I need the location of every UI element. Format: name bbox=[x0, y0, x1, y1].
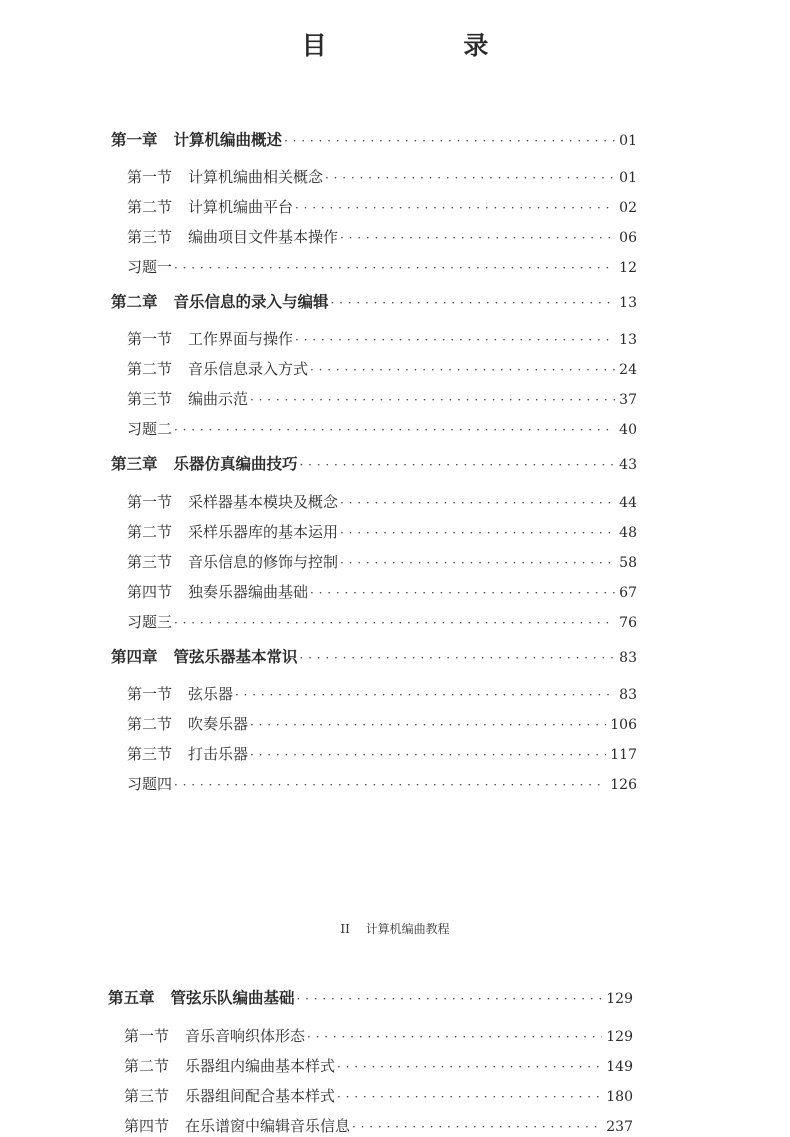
toc-entry-number: 第一节 bbox=[127, 330, 173, 348]
dot-leader bbox=[300, 455, 616, 475]
toc-title: 目 录 bbox=[301, 31, 553, 60]
toc-entry-label bbox=[127, 612, 172, 632]
toc-page-number: 58 bbox=[619, 555, 637, 571]
toc-entry-label bbox=[127, 257, 172, 277]
toc-entry-label bbox=[127, 419, 172, 439]
toc-page-number: 129 bbox=[606, 1029, 633, 1045]
toc-entry-exercise[interactable] bbox=[127, 419, 637, 440]
toc-entry-section[interactable] bbox=[127, 197, 637, 218]
toc-page-number: 01 bbox=[619, 133, 637, 149]
toc-entry-section[interactable] bbox=[127, 714, 637, 735]
toc-entry-number: 第二节 bbox=[127, 360, 173, 378]
toc-entry-label bbox=[124, 1086, 335, 1106]
toc-entry-section[interactable] bbox=[127, 744, 637, 765]
dot-leader bbox=[235, 685, 615, 705]
dot-leader bbox=[174, 420, 615, 440]
dot-leader bbox=[352, 1117, 602, 1137]
toc-entry-title: 在乐谱窗中编辑音乐信息 bbox=[185, 1117, 351, 1135]
toc-entry-chapter[interactable] bbox=[111, 454, 637, 475]
toc-entry-title: 计算机编曲概述 bbox=[173, 130, 283, 149]
toc-entry-label bbox=[127, 167, 323, 187]
toc-entry-number: 第三节 bbox=[127, 553, 173, 571]
toc-entry-number: 第二节 bbox=[124, 1057, 170, 1075]
toc-entry-title: 音乐信息录入方式 bbox=[188, 360, 309, 378]
toc-entry-title: 工作界面与操作 bbox=[188, 330, 294, 348]
toc-entry-number: 第一节 bbox=[127, 168, 173, 186]
toc-entry-chapter[interactable] bbox=[108, 988, 633, 1009]
toc-entry-number: 第一章 bbox=[111, 130, 158, 149]
toc-entry-number: 第三节 bbox=[127, 228, 173, 246]
toc-page-number: 40 bbox=[619, 422, 637, 438]
toc-page-number: 13 bbox=[619, 332, 637, 348]
toc-entry-title: 音乐信息的修饰与控制 bbox=[188, 553, 339, 571]
toc-entry-number: 第一节 bbox=[127, 493, 173, 511]
toc-entry-section[interactable] bbox=[127, 492, 637, 513]
dot-leader bbox=[337, 1087, 602, 1107]
toc-entry-label bbox=[124, 1026, 305, 1046]
dot-leader bbox=[340, 228, 615, 248]
dot-leader bbox=[340, 523, 615, 543]
dot-leader bbox=[250, 715, 606, 735]
toc-entry-number: 第三节 bbox=[124, 1087, 170, 1105]
toc-entry-section[interactable] bbox=[124, 1116, 633, 1137]
toc-entry-section[interactable] bbox=[127, 522, 637, 543]
toc-entry-title: 计算机编曲相关概念 bbox=[188, 168, 324, 186]
toc-entry-section[interactable] bbox=[124, 1056, 633, 1077]
dot-leader bbox=[340, 493, 615, 513]
page-footer bbox=[0, 920, 790, 937]
toc-entry-title: 采样乐器库的基本运用 bbox=[188, 523, 339, 541]
toc-entry-label bbox=[127, 774, 172, 794]
toc-entry-title: 吹奏乐器 bbox=[188, 715, 249, 733]
toc-page-number: 83 bbox=[619, 687, 637, 703]
toc-entry-section[interactable] bbox=[124, 1026, 633, 1047]
toc-entry-chapter[interactable] bbox=[111, 130, 637, 151]
toc-page-number: 106 bbox=[610, 717, 637, 733]
page-number-roman: II bbox=[340, 922, 350, 936]
toc-entry-number: 第一节 bbox=[127, 685, 173, 703]
toc-entry-title: 管弦乐器基本常识 bbox=[173, 647, 298, 666]
dot-leader bbox=[250, 390, 615, 410]
toc-entry-section[interactable] bbox=[127, 582, 637, 603]
toc-entry-number: 第一节 bbox=[124, 1027, 170, 1045]
toc-entry-section[interactable] bbox=[127, 359, 637, 380]
toc-page-number: 44 bbox=[619, 495, 637, 511]
toc-entry-number: 第四节 bbox=[124, 1117, 170, 1135]
toc-entry-section[interactable] bbox=[124, 1086, 633, 1107]
dot-leader bbox=[174, 258, 615, 278]
dot-leader bbox=[307, 1027, 602, 1047]
toc-page-number: 24 bbox=[619, 362, 637, 378]
toc-page-number: 149 bbox=[606, 1059, 633, 1075]
toc-entry-label bbox=[111, 292, 329, 312]
toc-entry-title: 乐器组内编曲基本样式 bbox=[185, 1057, 336, 1075]
toc-entry-title: 乐器仿真编曲技巧 bbox=[173, 454, 298, 473]
toc-entry-chapter[interactable] bbox=[111, 647, 637, 668]
toc-entry-title: 弦乐器 bbox=[188, 685, 234, 703]
toc-entry-label bbox=[127, 329, 293, 349]
toc-entry-title: 习题三 bbox=[127, 613, 173, 631]
toc-entry-title: 编曲项目文件基本操作 bbox=[188, 228, 339, 246]
toc-entry-label bbox=[127, 552, 338, 572]
toc-entry-label bbox=[124, 1116, 350, 1136]
toc-page-number: 13 bbox=[619, 295, 637, 311]
toc-entry-title: 独奏乐器编曲基础 bbox=[188, 583, 309, 601]
toc-entry-exercise[interactable] bbox=[127, 612, 637, 633]
toc-entry-section[interactable] bbox=[127, 552, 637, 573]
toc-entry-title: 习题一 bbox=[127, 258, 173, 276]
toc-page-number: 48 bbox=[619, 525, 637, 541]
toc-entry-section[interactable] bbox=[127, 227, 637, 248]
toc-entry-label bbox=[111, 647, 298, 667]
toc-page-number: 180 bbox=[606, 1089, 633, 1105]
toc-entry-section[interactable] bbox=[127, 329, 637, 350]
toc-page-number: 237 bbox=[606, 1119, 633, 1135]
toc-entry-label bbox=[124, 1056, 335, 1076]
toc-entry-number: 第五章 bbox=[108, 988, 155, 1007]
dot-leader bbox=[310, 583, 615, 603]
dot-leader bbox=[340, 553, 615, 573]
dot-leader bbox=[174, 613, 615, 633]
toc-entry-label bbox=[127, 359, 308, 379]
toc-entry-number: 第四章 bbox=[111, 647, 158, 666]
toc-entry-title: 音乐信息的录入与编辑 bbox=[173, 292, 329, 311]
dot-leader bbox=[331, 293, 616, 313]
toc-entry-label bbox=[127, 197, 293, 217]
dot-leader bbox=[284, 131, 615, 151]
toc-entry-label bbox=[127, 227, 338, 247]
toc-entry-number: 第四节 bbox=[127, 583, 173, 601]
toc-page-number: 37 bbox=[619, 392, 637, 408]
toc-entry-title: 习题四 bbox=[127, 775, 173, 793]
toc-entry-title: 习题二 bbox=[127, 420, 173, 438]
toc-entry-title: 采样器基本模块及概念 bbox=[188, 493, 339, 511]
dot-leader bbox=[325, 168, 615, 188]
toc-entry-title: 编曲示范 bbox=[188, 390, 249, 408]
toc-page-number: 06 bbox=[619, 230, 637, 246]
toc-page-number: 76 bbox=[619, 615, 637, 631]
dot-leader bbox=[300, 648, 616, 668]
toc-page-number: 12 bbox=[619, 260, 637, 276]
toc-page-number: 67 bbox=[619, 585, 637, 601]
toc-entry-label bbox=[111, 130, 282, 150]
toc-entry-number: 第三节 bbox=[127, 745, 173, 763]
toc-page-number: 83 bbox=[619, 650, 637, 666]
toc-entry-label bbox=[127, 744, 248, 764]
toc-entry-number: 第三章 bbox=[111, 454, 158, 473]
toc-entry-number: 第三节 bbox=[127, 390, 173, 408]
dot-leader bbox=[310, 360, 615, 380]
dot-leader bbox=[174, 775, 606, 795]
toc-entry-title: 计算机编曲平台 bbox=[188, 198, 294, 216]
toc-entry-title: 管弦乐队编曲基础 bbox=[170, 988, 295, 1007]
toc-entry-label bbox=[111, 454, 298, 474]
toc-entry-number: 第二节 bbox=[127, 715, 173, 733]
toc-entry-title: 音乐音响织体形态 bbox=[185, 1027, 306, 1045]
toc-entry-label bbox=[127, 492, 338, 512]
toc-entry-label bbox=[127, 714, 248, 734]
toc-entry-label bbox=[108, 988, 295, 1008]
toc-page-number: 01 bbox=[619, 170, 637, 186]
toc-entry-label bbox=[127, 684, 233, 704]
toc-entry-section[interactable] bbox=[127, 389, 637, 410]
toc-page-number: 129 bbox=[606, 991, 633, 1007]
toc-entry-title: 打击乐器 bbox=[188, 745, 249, 763]
dot-leader bbox=[295, 330, 615, 350]
toc-entry-number: 第二章 bbox=[111, 292, 158, 311]
toc-entry-number: 第二节 bbox=[127, 198, 173, 216]
toc-entry-section[interactable] bbox=[127, 167, 637, 188]
toc-entry-exercise[interactable] bbox=[127, 774, 637, 795]
toc-page-number: 02 bbox=[619, 200, 637, 216]
toc-entry-chapter[interactable] bbox=[111, 292, 637, 313]
book-title: 计算机编曲教程 bbox=[365, 922, 450, 936]
dot-leader bbox=[250, 745, 606, 765]
toc-entry-label bbox=[127, 389, 248, 409]
dot-leader bbox=[337, 1057, 602, 1077]
toc-entry-label bbox=[127, 522, 338, 542]
dot-leader bbox=[297, 989, 603, 1009]
toc-page-number: 126 bbox=[610, 777, 637, 793]
toc-page-number: 43 bbox=[619, 457, 637, 473]
dot-leader bbox=[295, 198, 615, 218]
toc-entry-label bbox=[127, 582, 308, 602]
toc-entry-exercise[interactable] bbox=[127, 257, 637, 278]
toc-entry-section[interactable] bbox=[127, 684, 637, 705]
toc-entry-title: 乐器组间配合基本样式 bbox=[185, 1087, 336, 1105]
toc-page-number: 117 bbox=[610, 747, 637, 763]
toc-entry-number: 第二节 bbox=[127, 523, 173, 541]
